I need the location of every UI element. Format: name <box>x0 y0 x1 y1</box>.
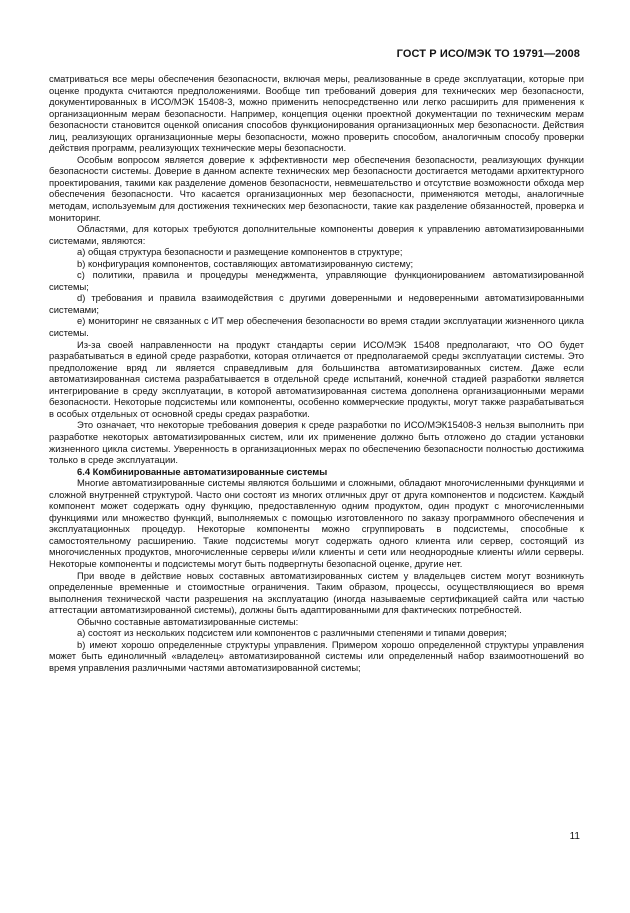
list-item: e) мониторинг не связанных с ИТ мер обеспечения безопасности во время стадии эксплуатации жизненного цикла системы. <box>49 315 584 339</box>
paragraph: При вводе в действие новых составных автоматизированных систем у владельцев систем могут возникнуть определенные временные и стоимостные ограничения. Таким образом, процессы, осуществляющиеся во время выполнения технической части разрешения на эксплуатацию (иногда называемые сертификацией сайта или частью аттестации автоматизированной системы), должны быть адаптированными для фактических потребностей. <box>49 569 584 616</box>
list-item: a) общая структура безопасности и размещение компонентов в структуре; <box>77 246 403 258</box>
list-item: c) политики, правила и процедуры менеджмента, управляющие функционированием автоматизированной системы; <box>49 269 584 292</box>
list-item: b) имеют хорошо определенные структуры управления. Примером хорошо определенной структуры управления может быть единоличный «владелец» автоматизированной системы или определенный набор взаимоотношений во время управления различными частями автоматизированной системы; <box>49 638 584 673</box>
document-body <box>49 73 584 673</box>
paragraph: Областями, для которых требуются дополнительные компоненты доверия к управлению автоматизированными системами, являются: <box>49 223 584 246</box>
list-item: b) конфигурация компонентов, составляющих автоматизированную систему; <box>77 257 414 269</box>
paragraph: Многие автоматизированные системы являются большими и сложными, обладают многочисленными функциями и сложной внутренней структурой. Часто они состоят из многих отличных друг от друга компонентов и подсистем. Каждый компонент может содержать одну функцию, предоставленную одним продуктом, один продукт с многочисленными функциями или множество функций, выполняемых с помощью изготовленного по заказу программного обеспечения и эксплуатационных процедур. Некоторые компоненты можно сгруппировать в подсистемы, способные к самостоятельному расширению. Такие подсистемы могут содержать одного клиента или сервер, состоящий из многочисленных продуктов, многочисленные серверы и/или клиенты и сети или неоднородные клиенты и/или серверы. Некоторые компоненты и подсистемы могут быть подвергнуты безопасной оценке, другие нет. <box>49 477 584 569</box>
paragraph: Обычно составные автоматизированные системы: <box>77 615 299 627</box>
standard-header: ГОСТ Р ИСО/МЭК ТО 19791—2008 <box>396 48 580 60</box>
page-number: 11 <box>569 831 580 842</box>
paragraph: сматриваться все меры обеспечения безопасности, включая меры, реализованные в среде эксплуатации, которые при оценке продукта считаются предположениями. Вообще тип требований доверия для технических мер безопасности, документированных в ИСО/МЭК 15408-3, можно применить непосредственно или легко расширить для применения к организационным мерам безопасности. Например, концепция оценки проектной документации по техническим мерам безопасности становится оценкой описания способов функционирования организационных мер безопасности. Действия лиц, реализующих организационные меры безопасности, можно проверить способом, аналогичным способу проверки действия программ, реализующих технические меры безопасности. <box>49 73 584 154</box>
paragraph: Это означает, что некоторые требования доверия к среде разработки по ИСО/МЭК15408-3 нельзя выполнить при разработке некоторых автоматизированных систем, или их применение должно быть отложено до стадии установки жизненного цикла системы. Уверенность в организационных мерах по обеспечению безопасности полностью достижима только в среде эксплуатации. <box>49 419 584 466</box>
paragraph: Из-за своей направленности на продукт стандарты серии ИСО/МЭК 15408 предполагают, что ОО будет разрабатываться в единой среде разработки, которая отличается от предполагаемой среды эксплуатации системы. Это предположение вряд ли является справедливым для большинства автоматизированных систем. Даже если автоматизированная система разрабатывается в отдельной среде испытаний, конечной стадией разработки является интегрирование в среду эксплуатации, в которой автоматизированная система дополнена организационными мерами безопасности. Некоторые подсистемы или компоненты, особенно коммерческие продукты, могут также разрабатываться в особых отдельных от основной среды средах разработки. <box>49 338 584 419</box>
section-heading: 6.4 Комбинированные автоматизированные системы <box>77 465 328 477</box>
list-item: d) требования и правила взаимодействия с другими доверенными и недоверенными автоматизированными системами; <box>49 292 584 315</box>
paragraph: Особым вопросом является доверие к эффективности мер обеспечения безопасности, реализующих функции безопасности системы. Доверие в данном аспекте технических мер безопасности достигается методами архитектурного проектирования, такими как разделение доменов безопасности, невмешательство и отсутствие возможности обхода мер обеспечения безопасности. Что касается организационных мер безопасности, применяются методы, аналогичные методам, используемым для достижения технических мер безопасности, такие как разделение обязанностей, проверка и мониторинг. <box>49 153 584 223</box>
list-item: a) состоят из нескольких подсистем или компонентов с различными степенями и типами доверия; <box>77 627 507 639</box>
